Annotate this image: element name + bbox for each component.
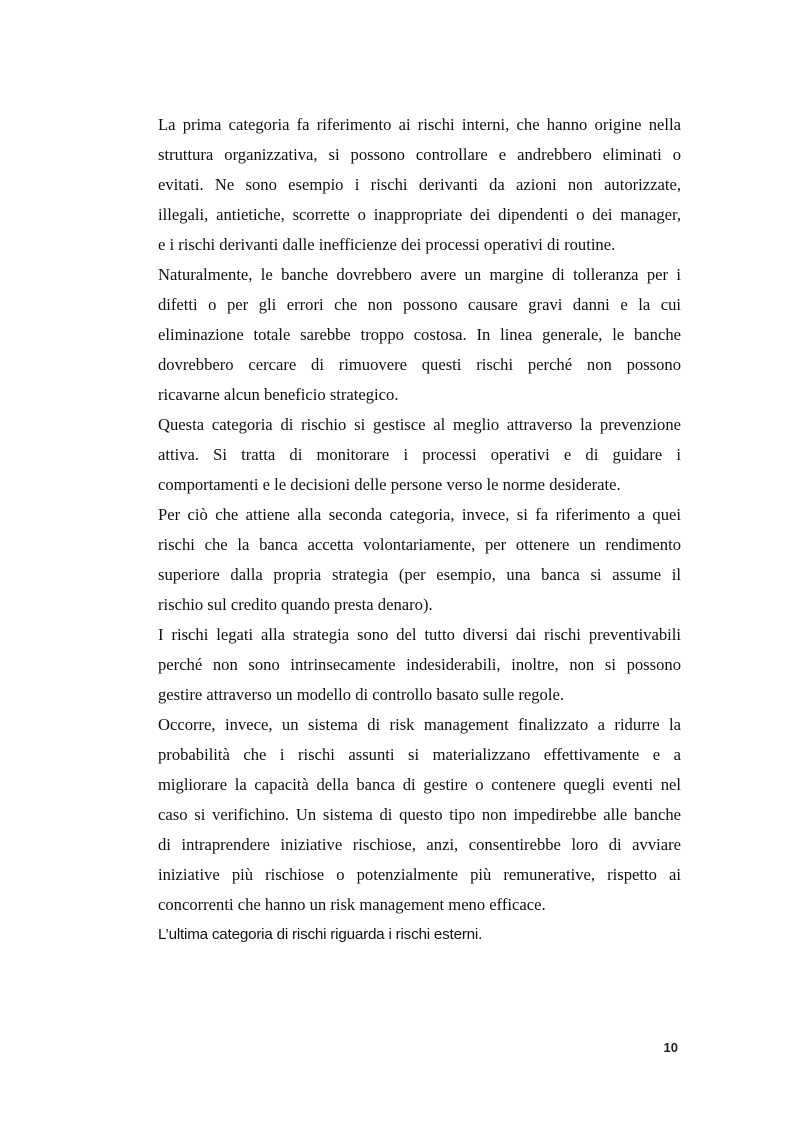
text-line: difetti o per gli errori che non possono causare gravi danni e la cui	[158, 295, 681, 314]
text-line: rischi che la banca accetta volontariamente, per ottenere un rendimento	[158, 535, 681, 554]
text-line: comportamenti e le decisioni delle persone verso le norme desiderate.	[158, 475, 621, 494]
text-line: eliminazione totale sarebbe troppo costosa. In linea generale, le banche	[158, 325, 681, 344]
paragraph-tolerance	[158, 260, 681, 410]
text-line: perché non sono intrinsecamente indesiderabili, inoltre, non si possono	[158, 655, 681, 674]
text-line: illegali, antietiche, scorrette o inappropriate dei dipendenti o dei manager,	[158, 205, 681, 224]
text-line: evitati. Ne sono esempio i rischi derivanti da azioni non autorizzate,	[158, 175, 681, 194]
paragraph-internal-risks	[158, 110, 681, 260]
text-line: probabilità che i rischi assunti si materializzano effettivamente e a	[158, 745, 681, 764]
text-line: I rischi legati alla strategia sono del tutto diversi dai rischi preventivabili	[158, 625, 681, 644]
text-line: Questa categoria di rischio si gestisce al meglio attraverso la prevenzione	[158, 415, 681, 434]
text-line: La prima categoria fa riferimento ai rischi interni, che hanno origine nella	[158, 115, 681, 134]
paragraph-external-risks	[158, 920, 681, 950]
text-line: L’ultima categoria di rischi riguarda i rischi esterni.	[158, 926, 483, 943]
text-line: Per ciò che attiene alla seconda categoria, invece, si fa riferimento a quei	[158, 505, 681, 524]
text-line: rischio sul credito quando presta denaro).	[158, 595, 433, 614]
body-text	[158, 110, 681, 950]
text-line: struttura organizzativa, si possono controllare e andrebbero eliminati o	[158, 145, 681, 164]
text-line: ricavarne alcun beneficio strategico.	[158, 385, 399, 404]
paragraph-prevention	[158, 410, 681, 500]
paragraph-second-category	[158, 500, 681, 620]
text-line: caso si verifichino. Un sistema di questo tipo non impedirebbe alle banche	[158, 805, 681, 824]
text-line: Occorre, invece, un sistema di risk management finalizzato a ridurre la	[158, 715, 681, 734]
text-line: gestire attraverso un modello di controllo basato sulle regole.	[158, 685, 564, 704]
page-number: 10	[663, 1040, 678, 1055]
text-line: e i rischi derivanti dalle inefficienze dei processi operativi di routine.	[158, 235, 616, 254]
paragraph-strategy-risks	[158, 620, 681, 710]
text-line: iniziative più rischiose o potenzialmente più remunerative, rispetto ai	[158, 865, 681, 884]
text-line: Naturalmente, le banche dovrebbero avere un margine di tolleranza per i	[158, 265, 681, 284]
text-line: concorrenti che hanno un risk management meno efficace.	[158, 895, 546, 914]
text-line: dovrebbero cercare di rimuovere questi rischi perché non possono	[158, 355, 681, 374]
text-line: di intraprendere iniziative rischiose, anzi, consentirebbe loro di avviare	[158, 835, 681, 854]
text-line: superiore dalla propria strategia (per esempio, una banca si assume il	[158, 565, 681, 584]
text-line: attiva. Si tratta di monitorare i processi operativi e di guidare i	[158, 445, 681, 464]
text-line: migliorare la capacità della banca di gestire o contenere quegli eventi nel	[158, 775, 681, 794]
paragraph-risk-management	[158, 710, 681, 920]
